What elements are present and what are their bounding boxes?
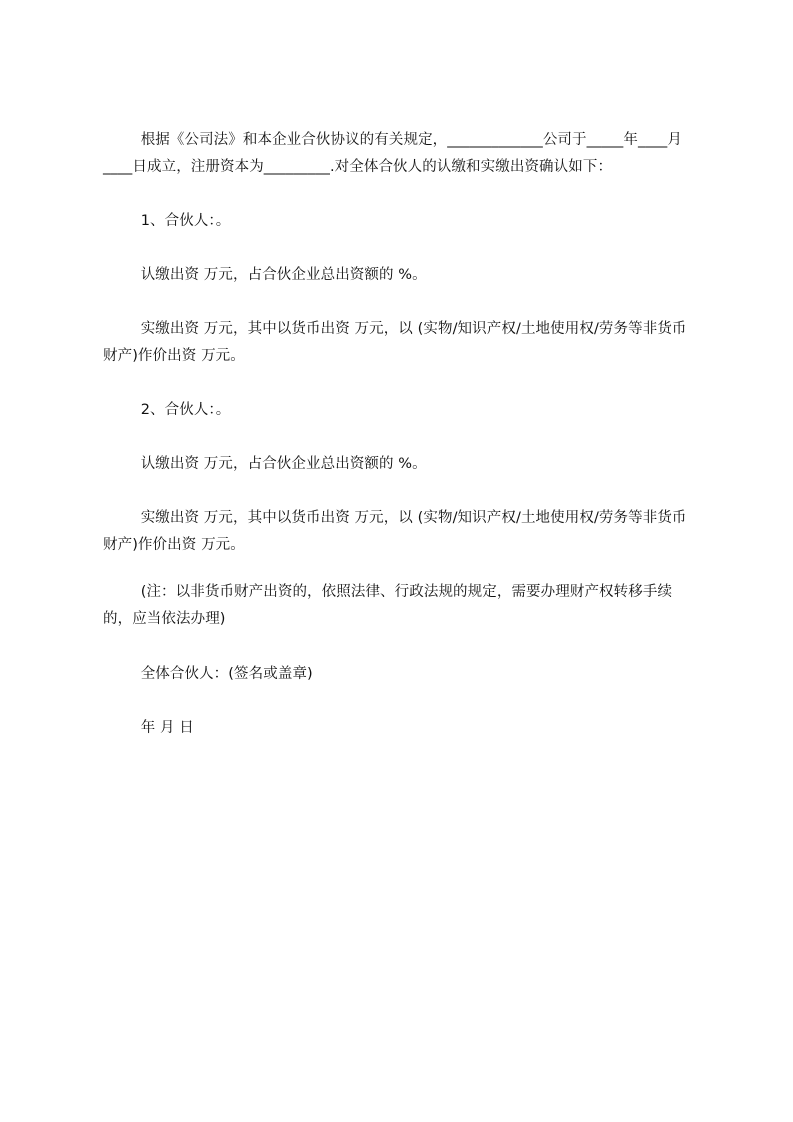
partner-2-subscribed-capital: 认缴出资 万元，占合伙企业总出资额的 %。 — [103, 456, 427, 472]
note-paragraph: (注：以非货币财产出资的，依照法律、行政法规的规定，需要办理财产权转移手续的，应当依法办理) — [103, 584, 673, 627]
date-line: 年 月 日 — [103, 720, 194, 736]
partner-1-paid-capital: 实缴出资 万元，其中以货币出资 万元，以 (实物/知识产权/土地使用权/劳务等非货币财产)作价出资 万元。 — [103, 321, 687, 364]
partner-1-heading: 1、合伙人：。 — [103, 213, 231, 229]
signature-line: 全体合伙人：(签名或盖章) — [103, 666, 313, 682]
partner-1-subscribed-capital: 认缴出资 万元，占合伙企业总出资额的 %。 — [103, 267, 427, 283]
partner-2-paid-capital: 实缴出资 万元，其中以货币出资 万元，以 (实物/知识产权/土地使用权/劳务等非货币财产)作价出资 万元。 — [103, 510, 687, 553]
intro-paragraph: 根据《公司法》和本企业合伙协议的有关规定，_____________公司于_____年____月____日成立，注册资本为_________.对全体合伙人的认缴和实缴出资确认如下： — [103, 132, 682, 175]
partner-2-heading: 2、合伙人：。 — [103, 402, 231, 418]
